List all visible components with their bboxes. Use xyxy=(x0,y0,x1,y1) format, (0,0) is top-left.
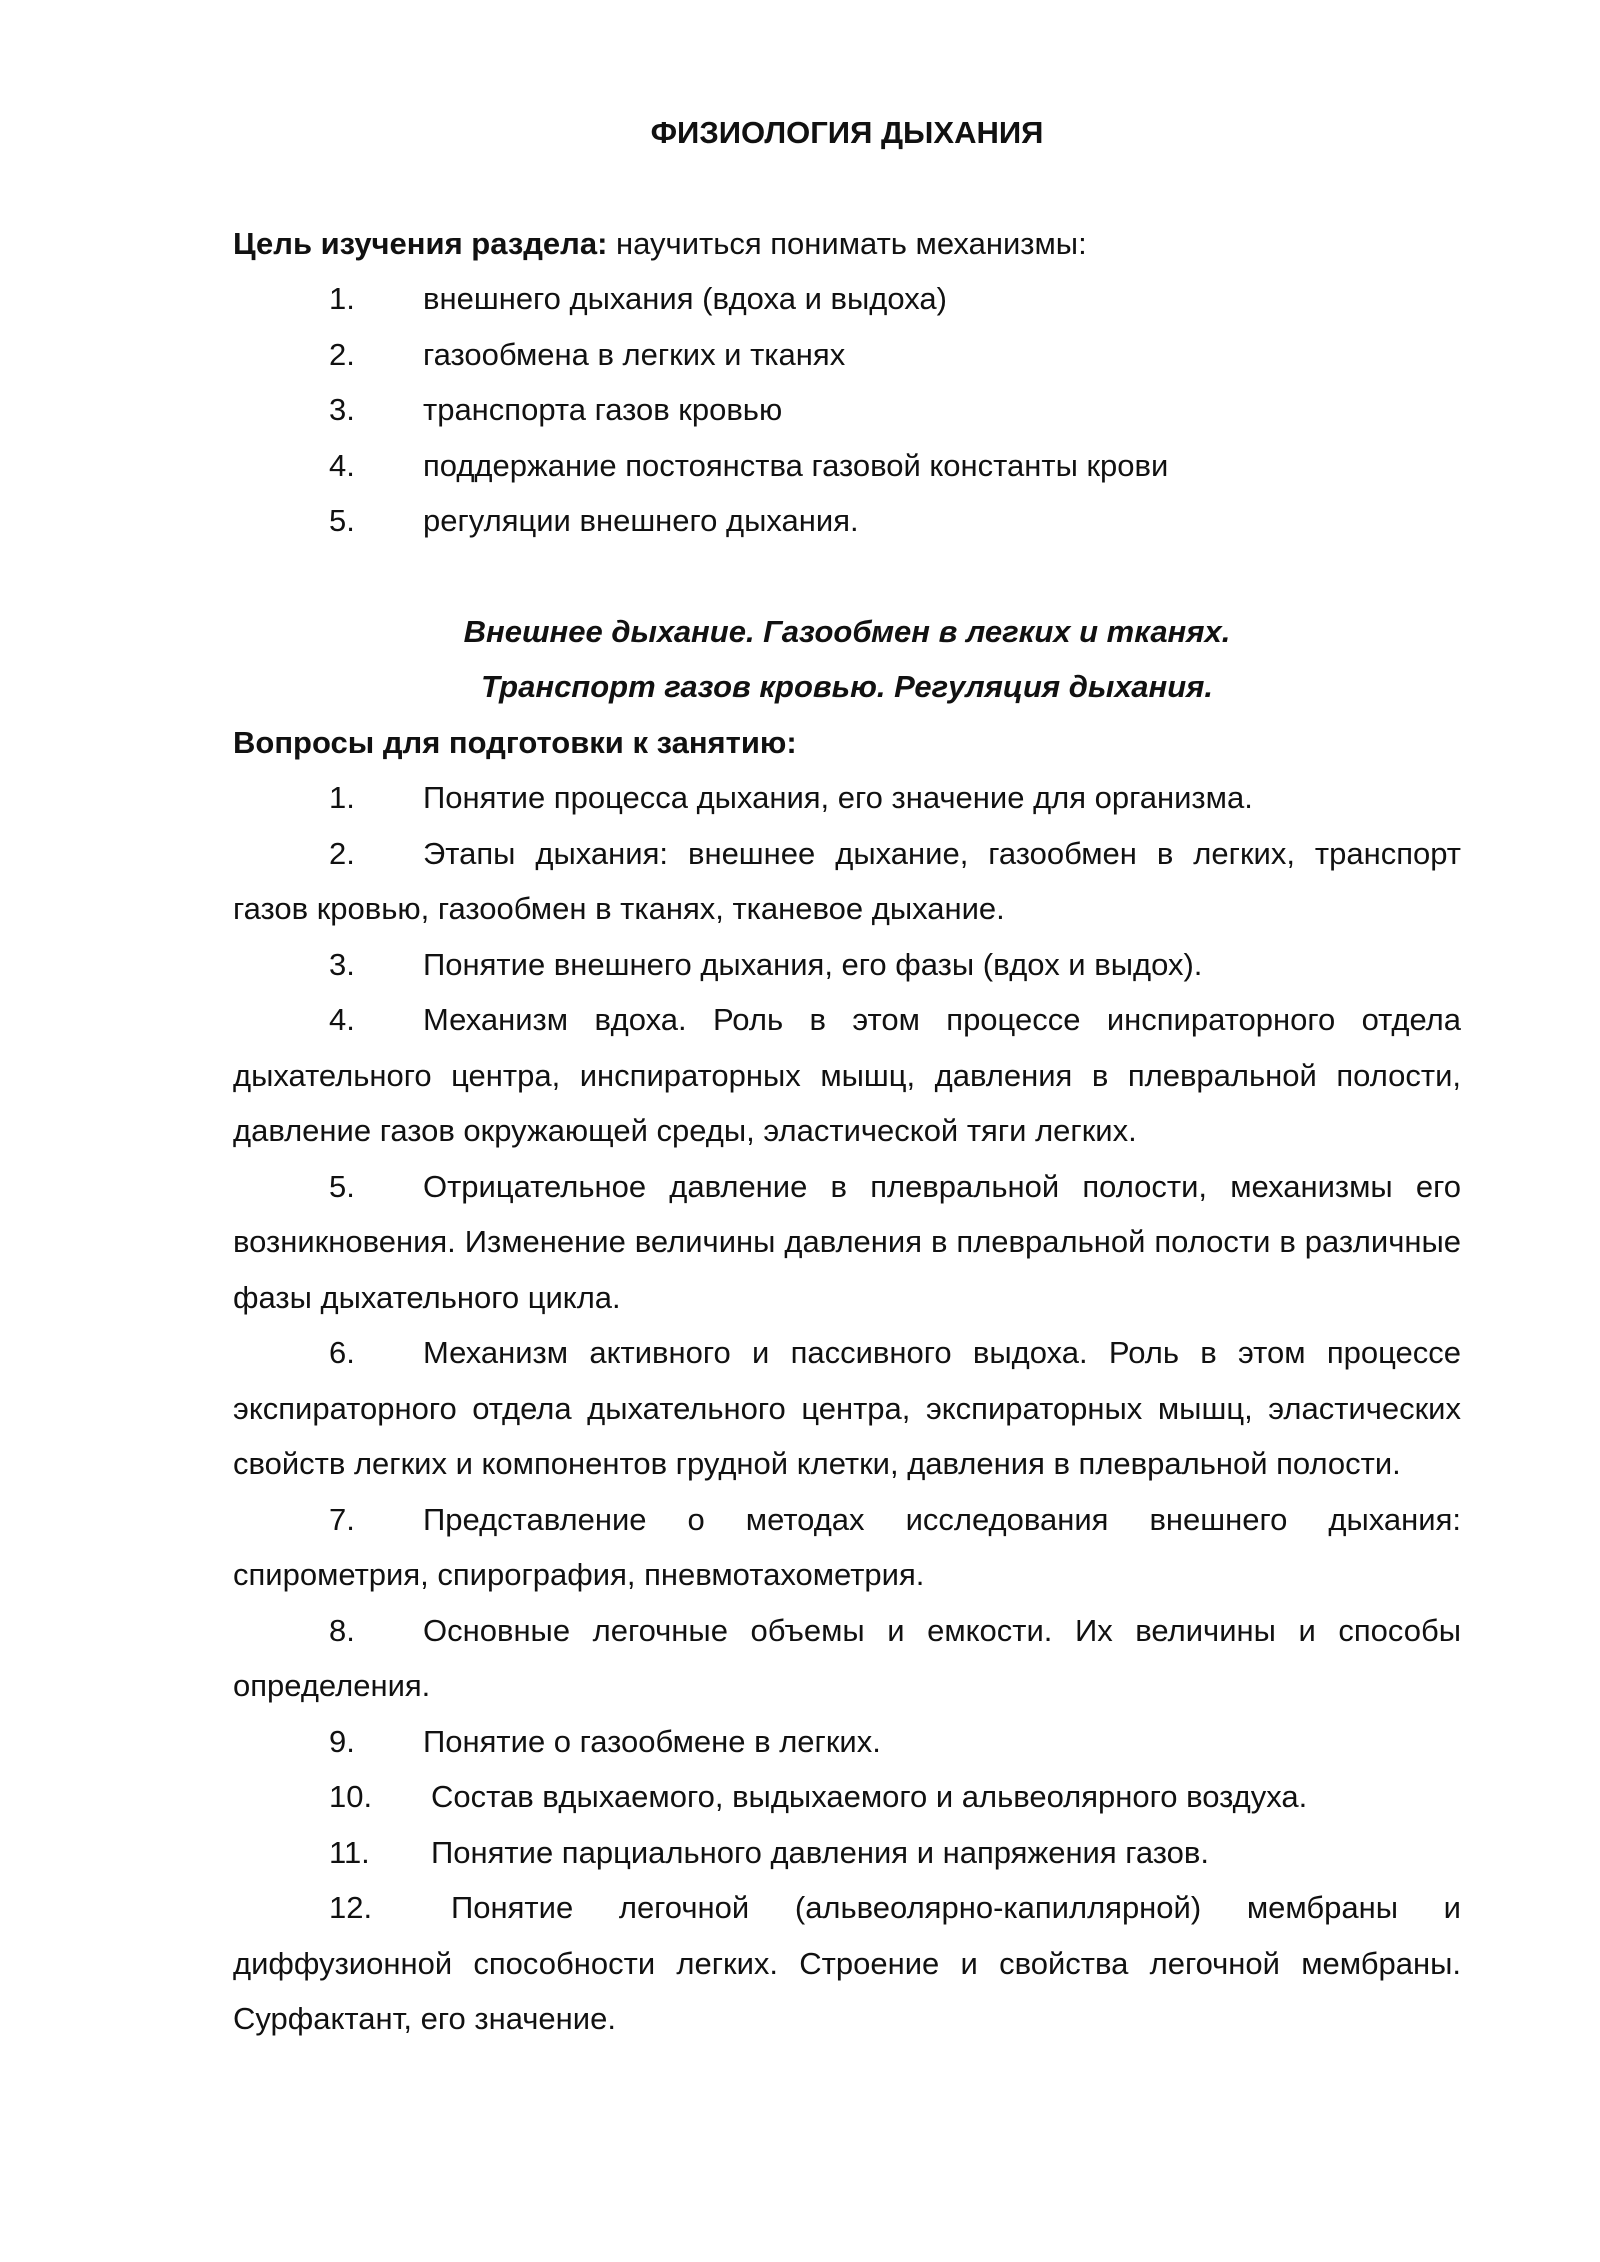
question-text: Отрицательное давление в плевральной полости, механизмы его возникновения. Изменение величины давления в плевральной полости в различные фазы дыхательного цикла. xyxy=(233,1168,1461,1315)
question-item xyxy=(233,1159,1461,1326)
question-text: Понятие внешнего дыхания, его фазы (вдох и выдох). xyxy=(423,946,1203,982)
question-item xyxy=(233,992,1461,1159)
goal-item-number: 5. xyxy=(329,503,355,538)
question-text: Понятие легочной (альвеолярно-капиллярной) мембраны и диффузионной способности легких. Строение и свойства легочной мембраны. Сурфактант, его значение. xyxy=(233,1890,1461,2036)
goal-item-text: регуляции внешнего дыхания. xyxy=(423,503,859,538)
question-number: 11. xyxy=(329,1834,370,1870)
question-number: 7. xyxy=(329,1501,355,1537)
question-number: 10. xyxy=(329,1779,373,1814)
goal-item-text: внешнего дыхания (вдоха и выдоха) xyxy=(423,281,947,316)
goal-item-number: 2. xyxy=(329,336,355,372)
question-text: Этапы дыхания: внешнее дыхание, газообмен в легких, транспорт газов кровью, газообмен в тканях, тканевое дыхание. xyxy=(233,835,1461,926)
question-item xyxy=(233,1825,1461,1881)
goal-item xyxy=(233,438,1461,494)
goal-item-text: газообмена в легких и тканях xyxy=(423,336,846,372)
section-title-line-2: Транспорт газов кровью. Регуляция дыхания. xyxy=(481,669,1213,704)
questions-list xyxy=(233,770,1461,2047)
question-number: 4. xyxy=(329,1002,355,1037)
question-text: Представление о методах исследования внешнего дыхания: спирометрия, спирография, пневмотахометрия. xyxy=(233,1501,1461,1592)
question-item xyxy=(233,1714,1461,1770)
question-number: 12. xyxy=(329,1890,373,1925)
question-number: 5. xyxy=(329,1168,355,1204)
question-item xyxy=(233,826,1461,937)
question-text: Понятие процесса дыхания, его значение для организма. xyxy=(423,780,1253,815)
question-number: 2. xyxy=(329,835,355,871)
question-text: Основные легочные объемы и емкости. Их величины и способы определения. xyxy=(233,1612,1461,1703)
question-number: 8. xyxy=(329,1612,355,1648)
goal-item xyxy=(233,493,1461,549)
question-item xyxy=(233,1492,1461,1603)
questions-heading: Вопросы для подготовки к занятию: xyxy=(233,724,797,760)
question-item xyxy=(233,770,1461,826)
goal-list xyxy=(233,271,1461,549)
question-text: Механизм вдоха. Роль в этом процессе инспираторного отдела дыхательного центра, инспираторных мышц, давления в плевральной полости, давление газов окружающей среды, эластической тяги легких. xyxy=(233,1002,1461,1148)
goal-item-text: поддержание постоянства газовой константы крови xyxy=(423,447,1169,483)
goal-item-number: 4. xyxy=(329,447,355,483)
question-number: 9. xyxy=(329,1723,355,1759)
question-text: Механизм активного и пассивного выдоха. Роль в этом процессе экспираторного отдела дыхательного центра, экспираторных мышц, эластических свойств легких и компонентов грудной клетки, давления в плевральной полости. xyxy=(233,1335,1461,1481)
goal-item-text: транспорта газов кровью xyxy=(423,392,783,427)
document-title: ФИЗИОЛОГИЯ ДЫХАНИЯ xyxy=(650,115,1044,150)
question-item xyxy=(233,937,1461,993)
goal-item-number: 1. xyxy=(329,281,355,316)
question-item xyxy=(233,1325,1461,1492)
spacer xyxy=(233,549,1461,604)
section-title-line-1: Внешнее дыхание. Газообмен в легких и тканях. xyxy=(463,613,1231,649)
question-item xyxy=(233,1603,1461,1714)
goal-text: научиться понимать механизмы: xyxy=(607,225,1087,261)
goal-item xyxy=(233,327,1461,383)
question-item xyxy=(233,1769,1461,1825)
question-number: 6. xyxy=(329,1335,355,1370)
goal-paragraph xyxy=(233,216,1461,272)
goal-item xyxy=(233,382,1461,438)
question-text: Понятие о газообмене в легких. xyxy=(423,1723,881,1759)
question-item xyxy=(233,1880,1461,2047)
goal-item xyxy=(233,271,1461,327)
question-text: Понятие парциального давления и напряжения газов. xyxy=(431,1834,1209,1870)
document-content xyxy=(233,105,1461,2047)
goal-label: Цель изучения раздела: xyxy=(233,225,608,261)
question-number: 3. xyxy=(329,946,355,982)
question-number: 1. xyxy=(329,780,355,815)
goal-item-number: 3. xyxy=(329,392,355,427)
question-text: Состав вдыхаемого, выдыхаемого и альвеолярного воздуха. xyxy=(431,1779,1308,1814)
